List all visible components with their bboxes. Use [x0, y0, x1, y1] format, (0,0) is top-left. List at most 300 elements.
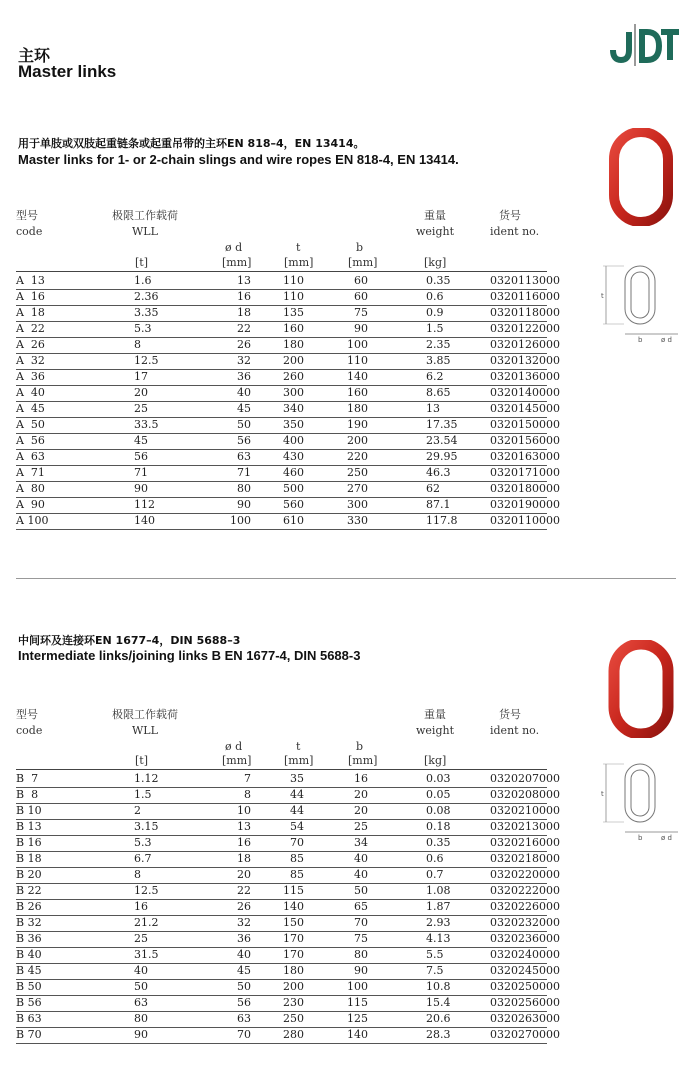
section-1-title-en: Master links for 1- or 2-chain slings and wire ropes EN 818-4, EN 13414. [18, 152, 459, 167]
cell-weight: 7.5 [426, 964, 444, 977]
cell-t: 340 [283, 402, 304, 415]
cell-t: 70 [290, 836, 304, 849]
table-row [16, 835, 560, 852]
table-row [16, 819, 560, 836]
cell-diameter: 22 [237, 322, 251, 335]
table-row [16, 497, 560, 514]
cell-ident: 0320218000 [490, 852, 560, 865]
table-row [16, 305, 560, 322]
unit-t: [mm] [284, 256, 314, 269]
table-row [16, 979, 560, 996]
cell-b: 300 [347, 498, 368, 511]
cell-diameter: 50 [237, 980, 251, 993]
cell-b: 270 [347, 482, 368, 495]
cell-t: 180 [283, 338, 304, 351]
cell-diameter: 100 [230, 514, 251, 527]
cell-t: 230 [283, 996, 304, 1009]
cell-wll: 2.36 [134, 290, 159, 303]
cell-code: A 18 [16, 306, 45, 319]
header-weight-en: weight [416, 724, 454, 737]
cell-weight: 0.35 [426, 836, 451, 849]
cell-wll: 40 [134, 964, 148, 977]
header-weight-cn: 重量 [424, 209, 446, 222]
cell-t: 430 [283, 450, 304, 463]
diagram-d-label: ø d [661, 834, 672, 842]
cell-b: 100 [347, 980, 368, 993]
cell-ident: 0320116000 [490, 290, 560, 303]
cell-code: A 22 [16, 322, 45, 335]
header-ident-cn: 货号 [499, 708, 521, 721]
cell-wll: 140 [134, 514, 155, 527]
table-row [16, 481, 560, 498]
cell-diameter: 16 [237, 836, 251, 849]
cell-weight: 6.2 [426, 370, 444, 383]
cell-weight: 8.65 [426, 386, 451, 399]
cell-weight: 0.9 [426, 306, 444, 319]
cell-t: 170 [283, 948, 304, 961]
cell-diameter: 70 [237, 1028, 251, 1041]
cell-ident: 0320156000 [490, 434, 560, 447]
cell-diameter: 18 [237, 306, 251, 319]
cell-weight: 5.5 [426, 948, 444, 961]
section-2-title-en: Intermediate links/joining links B EN 1677-4, DIN 5688-3 [18, 648, 361, 663]
cell-ident: 0320256000 [490, 996, 560, 1009]
cell-weight: 0.18 [426, 820, 451, 833]
cell-t: 85 [290, 852, 304, 865]
table-row [16, 803, 560, 820]
cell-weight: 23.54 [426, 434, 458, 447]
cell-ident: 0320240000 [490, 948, 560, 961]
cell-b: 250 [347, 466, 368, 479]
cell-b: 20 [354, 788, 368, 801]
table-row [16, 513, 560, 530]
cell-diameter: 56 [237, 996, 251, 1009]
cell-weight: 1.08 [426, 884, 451, 897]
header-code-en: code [16, 724, 43, 737]
cell-wll: 112 [134, 498, 155, 511]
page-title-en: Master links [18, 62, 117, 81]
cell-ident: 0320226000 [490, 900, 560, 913]
table-row [16, 851, 560, 868]
cell-code: A 100 [16, 514, 49, 527]
unit-d: [mm] [222, 754, 252, 767]
cell-weight: 1.5 [426, 322, 444, 335]
cell-code: B 40 [16, 948, 42, 961]
cell-wll: 5.3 [134, 836, 152, 849]
cell-b: 90 [354, 322, 368, 335]
unit-t: [mm] [284, 754, 314, 767]
cell-t: 400 [283, 434, 304, 447]
cell-ident: 0320113000 [490, 274, 560, 287]
cell-weight: 46.3 [426, 466, 451, 479]
cell-diameter: 16 [237, 290, 251, 303]
cell-wll: 8 [134, 868, 141, 881]
header-wll-en: WLL [132, 724, 158, 737]
header-ident-en: ident no. [490, 225, 540, 238]
page-title-cn: 主环 [18, 46, 51, 65]
cell-weight: 15.4 [426, 996, 451, 1009]
cell-ident: 0320190000 [490, 498, 560, 511]
cell-b: 190 [347, 418, 368, 431]
table-row [16, 337, 560, 354]
cell-ident: 0320245000 [490, 964, 560, 977]
cell-diameter: 32 [237, 354, 251, 367]
unit-b: [mm] [348, 256, 378, 269]
cell-diameter: 18 [237, 852, 251, 865]
cell-diameter: 32 [237, 916, 251, 929]
cell-code: B 18 [16, 852, 42, 865]
cell-b: 20 [354, 804, 368, 817]
table-row [16, 353, 560, 370]
cell-b: 330 [347, 514, 368, 527]
cell-t: 350 [283, 418, 304, 431]
header-code-en: code [16, 225, 43, 238]
intermediate-link-dimension-diagram [598, 760, 682, 846]
cell-code: A 32 [16, 354, 45, 367]
cell-wll: 6.7 [134, 852, 152, 865]
cell-wll: 2 [134, 804, 141, 817]
jdt-logo [609, 22, 681, 72]
cell-weight: 10.8 [426, 980, 451, 993]
cell-wll: 5.3 [134, 322, 152, 335]
cell-t: 250 [283, 1012, 304, 1025]
cell-ident: 0320207000 [490, 772, 560, 785]
header-b: b [356, 740, 364, 753]
cell-ident: 0320118000 [490, 306, 560, 319]
cell-diameter: 90 [237, 498, 251, 511]
cell-ident: 0320163000 [490, 450, 560, 463]
diagram-b-label: b [638, 336, 643, 344]
cell-b: 75 [354, 306, 368, 319]
cell-b: 25 [354, 820, 368, 833]
table-header-rule [16, 769, 547, 770]
cell-ident: 0320150000 [490, 418, 560, 431]
cell-t: 35 [290, 772, 304, 785]
cell-t: 200 [283, 980, 304, 993]
cell-diameter: 26 [237, 900, 251, 913]
cell-t: 110 [283, 274, 304, 287]
header-d: ø d [225, 241, 243, 254]
cell-weight: 0.35 [426, 274, 451, 287]
cell-diameter: 80 [237, 482, 251, 495]
cell-weight: 1.87 [426, 900, 451, 913]
cell-t: 135 [283, 306, 304, 319]
header-weight-cn: 重量 [424, 708, 446, 721]
cell-weight: 20.6 [426, 1012, 451, 1025]
table-row [16, 385, 560, 402]
header-ident-cn: 货号 [499, 209, 521, 222]
cell-t: 300 [283, 386, 304, 399]
cell-diameter: 26 [237, 338, 251, 351]
cell-t: 170 [283, 932, 304, 945]
cell-diameter: 45 [237, 402, 251, 415]
cell-b: 180 [347, 402, 368, 415]
cell-wll: 31.5 [134, 948, 159, 961]
section-2-title-cn: 中间环及连接环EN 1677–4，DIN 5688–3 [18, 634, 241, 647]
cell-ident: 0320263000 [490, 1012, 560, 1025]
cell-b: 220 [347, 450, 368, 463]
header-ident-en: ident no. [490, 724, 540, 737]
cell-diameter: 45 [237, 964, 251, 977]
cell-ident: 0320132000 [490, 354, 560, 367]
cell-code: B 63 [16, 1012, 42, 1025]
cell-wll: 8 [134, 338, 141, 351]
cell-diameter: 40 [237, 386, 251, 399]
header-weight-en: weight [416, 225, 454, 238]
cell-t: 460 [283, 466, 304, 479]
cell-b: 60 [354, 290, 368, 303]
master-link-image [608, 128, 674, 230]
cell-b: 65 [354, 900, 368, 913]
cell-code: A 45 [16, 402, 45, 415]
cell-b: 34 [354, 836, 368, 849]
cell-b: 110 [347, 354, 368, 367]
cell-t: 160 [283, 322, 304, 335]
cell-t: 500 [283, 482, 304, 495]
cell-wll: 33.5 [134, 418, 159, 431]
cell-ident: 0320136000 [490, 370, 560, 383]
cell-ident: 0320110000 [490, 514, 560, 527]
section-divider [16, 578, 676, 579]
unit-wll: [t] [135, 256, 149, 269]
cell-weight: 0.6 [426, 290, 444, 303]
cell-diameter: 63 [237, 1012, 251, 1025]
cell-b: 140 [347, 1028, 368, 1041]
cell-code: A 56 [16, 434, 45, 447]
cell-t: 115 [283, 884, 304, 897]
cell-wll: 17 [134, 370, 148, 383]
diagram-t-label: t [601, 790, 604, 798]
header-t: t [296, 740, 301, 753]
cell-t: 85 [290, 868, 304, 881]
cell-weight: 2.93 [426, 916, 451, 929]
cell-wll: 71 [134, 466, 148, 479]
header-b: b [356, 241, 364, 254]
cell-code: B 26 [16, 900, 42, 913]
table-row [16, 289, 560, 306]
cell-t: 44 [290, 804, 304, 817]
cell-diameter: 40 [237, 948, 251, 961]
cell-diameter: 7 [244, 772, 251, 785]
cell-code: B 32 [16, 916, 42, 929]
cell-code: B 7 [16, 772, 39, 785]
cell-b: 75 [354, 932, 368, 945]
cell-code: B 13 [16, 820, 42, 833]
cell-b: 40 [354, 852, 368, 865]
cell-t: 140 [283, 900, 304, 913]
cell-diameter: 50 [237, 418, 251, 431]
table-row [16, 401, 560, 418]
cell-ident: 0320210000 [490, 804, 560, 817]
cell-diameter: 13 [237, 274, 251, 287]
table-row [16, 1011, 560, 1028]
cell-ident: 0320140000 [490, 386, 560, 399]
cell-weight: 17.35 [426, 418, 458, 431]
cell-wll: 12.5 [134, 884, 159, 897]
cell-weight: 2.35 [426, 338, 451, 351]
cell-t: 44 [290, 788, 304, 801]
cell-b: 80 [354, 948, 368, 961]
table-row [16, 321, 560, 338]
cell-wll: 25 [134, 932, 148, 945]
header-wll-cn: 极限工作载荷 [112, 209, 178, 222]
cell-b: 90 [354, 964, 368, 977]
cell-ident: 0320171000 [490, 466, 560, 479]
cell-wll: 45 [134, 434, 148, 447]
cell-diameter: 20 [237, 868, 251, 881]
cell-t: 610 [283, 514, 304, 527]
cell-code: A 50 [16, 418, 45, 431]
cell-weight: 0.08 [426, 804, 451, 817]
cell-code: A 40 [16, 386, 45, 399]
cell-wll: 1.12 [134, 772, 159, 785]
cell-weight: 4.13 [426, 932, 451, 945]
cell-code: A 36 [16, 370, 45, 383]
cell-wll: 90 [134, 482, 148, 495]
cell-t: 54 [290, 820, 304, 833]
diagram-t-label: t [601, 292, 604, 300]
cell-diameter: 8 [244, 788, 251, 801]
table-row [16, 867, 560, 884]
master-link-dimension-diagram [598, 262, 682, 348]
cell-t: 280 [283, 1028, 304, 1041]
cell-t: 150 [283, 916, 304, 929]
cell-wll: 56 [134, 450, 148, 463]
cell-ident: 0320126000 [490, 338, 560, 351]
header-code-cn: 型号 [16, 708, 38, 721]
cell-code: B 22 [16, 884, 42, 897]
cell-weight: 0.05 [426, 788, 451, 801]
cell-wll: 63 [134, 996, 148, 1009]
cell-weight: 3.85 [426, 354, 451, 367]
cell-wll: 50 [134, 980, 148, 993]
cell-wll: 90 [134, 1028, 148, 1041]
header-code-cn: 型号 [16, 209, 38, 222]
cell-weight: 29.95 [426, 450, 458, 463]
table-row [16, 947, 560, 964]
table-row [16, 931, 560, 948]
cell-wll: 80 [134, 1012, 148, 1025]
cell-b: 70 [354, 916, 368, 929]
table-row [16, 369, 560, 386]
cell-b: 160 [347, 386, 368, 399]
cell-wll: 16 [134, 900, 148, 913]
table-row [16, 465, 560, 482]
table-row [16, 433, 560, 450]
cell-t: 260 [283, 370, 304, 383]
cell-b: 200 [347, 434, 368, 447]
table-header-rule [16, 271, 547, 272]
cell-code: A 16 [16, 290, 45, 303]
cell-weight: 0.03 [426, 772, 451, 785]
cell-ident: 0320222000 [490, 884, 560, 897]
table-row [16, 915, 560, 932]
section-1-title-cn: 用于单肢或双肢起重链条或起重吊带的主环EN 818–4，EN 13414。 [18, 137, 365, 150]
diagram-b-label: b [638, 834, 643, 842]
cell-code: A 71 [16, 466, 45, 479]
cell-diameter: 10 [237, 804, 251, 817]
table-row [16, 771, 560, 788]
cell-b: 16 [354, 772, 368, 785]
cell-t: 560 [283, 498, 304, 511]
table-row [16, 787, 560, 804]
cell-wll: 25 [134, 402, 148, 415]
cell-weight: 117.8 [426, 514, 458, 527]
header-t: t [296, 241, 301, 254]
unit-weight: [kg] [424, 754, 447, 767]
cell-weight: 62 [426, 482, 440, 495]
cell-t: 180 [283, 964, 304, 977]
cell-ident: 0320180000 [490, 482, 560, 495]
table-row [16, 963, 560, 980]
table-row [16, 1027, 560, 1044]
cell-b: 100 [347, 338, 368, 351]
cell-code: B 16 [16, 836, 42, 849]
cell-b: 140 [347, 370, 368, 383]
cell-diameter: 36 [237, 932, 251, 945]
cell-ident: 0320232000 [490, 916, 560, 929]
table-row [16, 995, 560, 1012]
cell-wll: 21.2 [134, 916, 159, 929]
table-row [16, 883, 560, 900]
header-d: ø d [225, 740, 243, 753]
table-row [16, 273, 560, 290]
cell-diameter: 13 [237, 820, 251, 833]
cell-ident: 0320216000 [490, 836, 560, 849]
cell-diameter: 22 [237, 884, 251, 897]
cell-code: A 90 [16, 498, 45, 511]
unit-d: [mm] [222, 256, 252, 269]
cell-ident: 0320236000 [490, 932, 560, 945]
cell-diameter: 63 [237, 450, 251, 463]
cell-code: B 70 [16, 1028, 42, 1041]
unit-wll: [t] [135, 754, 149, 767]
diagram-d-label: ø d [661, 336, 672, 344]
cell-ident: 0320145000 [490, 402, 560, 415]
table-row [16, 899, 560, 916]
cell-diameter: 56 [237, 434, 251, 447]
cell-weight: 87.1 [426, 498, 451, 511]
cell-b: 50 [354, 884, 368, 897]
cell-wll: 12.5 [134, 354, 159, 367]
cell-ident: 0320220000 [490, 868, 560, 881]
cell-diameter: 71 [237, 466, 251, 479]
cell-code: B 10 [16, 804, 42, 817]
cell-code: B 56 [16, 996, 42, 1009]
header-wll-cn: 极限工作载荷 [112, 708, 178, 721]
cell-ident: 0320122000 [490, 322, 560, 335]
cell-code: B 8 [16, 788, 39, 801]
cell-b: 115 [347, 996, 368, 1009]
cell-ident: 0320250000 [490, 980, 560, 993]
cell-wll: 1.6 [134, 274, 152, 287]
table-row [16, 449, 560, 466]
cell-wll: 3.35 [134, 306, 159, 319]
cell-t: 110 [283, 290, 304, 303]
cell-wll: 3.15 [134, 820, 159, 833]
cell-b: 40 [354, 868, 368, 881]
cell-t: 200 [283, 354, 304, 367]
cell-b: 60 [354, 274, 368, 287]
cell-code: B 45 [16, 964, 42, 977]
unit-weight: [kg] [424, 256, 447, 269]
cell-ident: 0320213000 [490, 820, 560, 833]
cell-weight: 13 [426, 402, 440, 415]
cell-weight: 0.7 [426, 868, 444, 881]
cell-weight: 28.3 [426, 1028, 451, 1041]
cell-code: B 20 [16, 868, 42, 881]
cell-code: A 13 [16, 274, 45, 287]
